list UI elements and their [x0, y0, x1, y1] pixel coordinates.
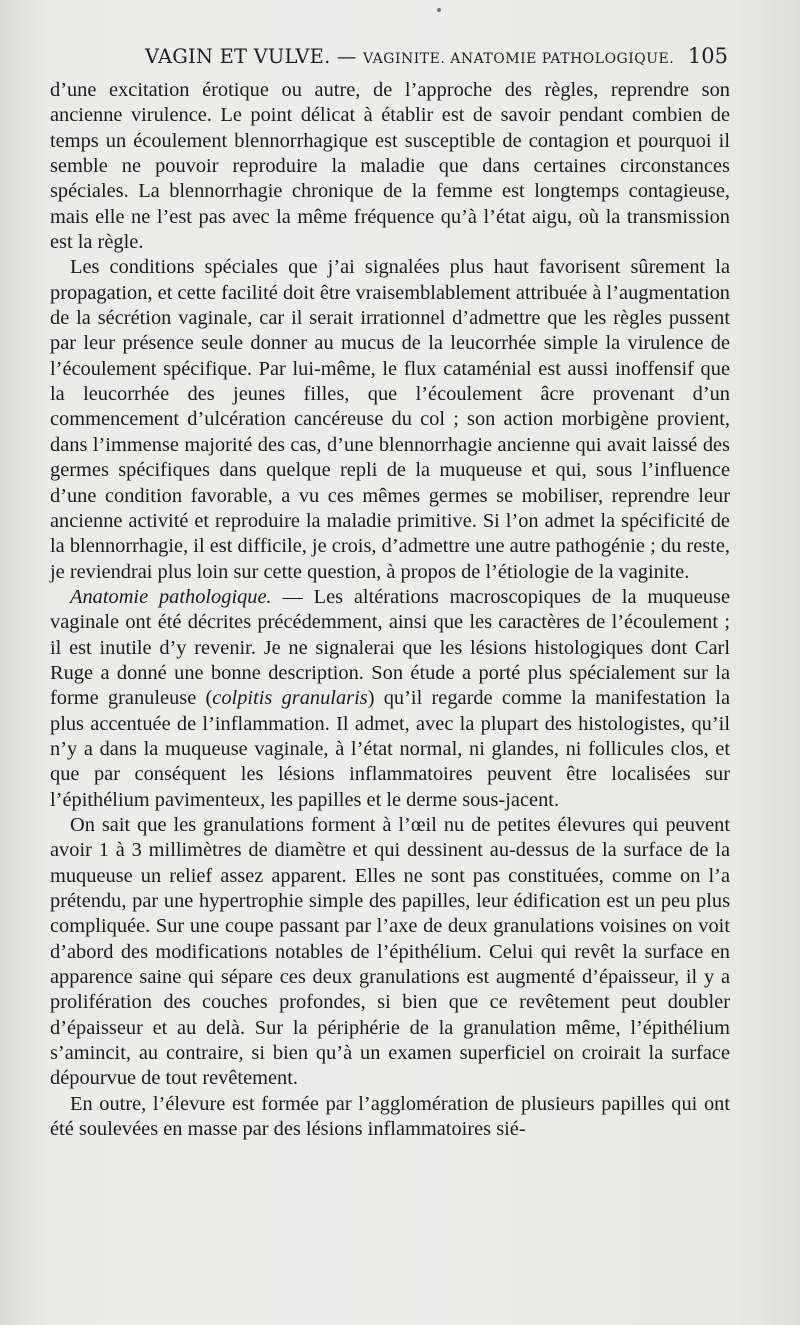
- running-head-subtitle: VAGINITE. ANATOMIE PATHOLOGIQUE.: [363, 51, 675, 67]
- latin-term: colpitis granularis: [212, 687, 368, 710]
- paragraph-pathological-anatomy: [50, 585, 730, 813]
- section-heading: Anatomie pathologique.: [70, 585, 272, 608]
- page-header: [50, 42, 730, 76]
- running-head: [145, 45, 674, 68]
- body-text: [50, 78, 730, 1142]
- running-head-main: VAGIN ET VULVE.: [145, 45, 331, 68]
- paragraph-special-conditions: Les conditions spéciales que j’ai signalées plus haut favorisent sûrement la propagation, et cette facilité doit être vraisemblablement attribuée à l’augmentation de la sécrétion vaginale, car il serait irrationnel d’admettre que les règles pussent par leur présence seule donner au mucus de la leucorrhée simple la virulence de l’écoulement spécifique. Par lui-même, le flux cataménial est aussi inoffensif que la leucorrhée des jeunes filles, que l’écoulement âcre provenant d’un commencement d’ulcération cancéreuse du col ; son action morbigène provient, dans l’immense majorité des cas, d’une blennorrhagie ancienne qui avait laissé des germes spécifiques dans quelque repli de la muqueuse et qui, sous l’influence d’une condition favorable, a vu ces mêmes germes se mobiliser, reprendre leur ancienne activité et reproduire la maladie primitive. Si l’on admet la spécificité de la blennorrhagie, il est difficile, je crois, d’admettre une autre pathogénie ; du reste, je reviendrai plus loin sur cette question, à propos de l’étiologie de la vaginite.: [50, 256, 730, 583]
- ink-speck: [437, 8, 441, 12]
- page-number: 105: [687, 44, 728, 68]
- paragraph-continued: d’une excitation érotique ou autre, de l’approche des règles, reprendre son ancienne virulence. Le point délicat à établir est de savoir pendant combien de temps un écoulement blennorrhagique est susceptible de contagion et pourquoi il semble ne pouvoir reproduire la maladie que dans certaines circonstances spéciales. La blennorrhagie chronique de la femme est longtemps contagieuse, mais elle ne l’est pas avec la même fréquence qu’à l’état aigu, où la transmission est la règle.: [50, 79, 730, 254]
- paragraph-granulations: On sait que les granulations forment à l’œil nu de petites élevures qui peuvent avoir 1 à 3 millimètres de diamètre et qui dessinent au-dessus de la surface de la muqueuse un relief assez apparent. Elles ne sont pas constituées, comme on l’a prétendu, par une hypertrophie simple des papilles, leur édification est un peu plus compliquée. Sur une coupe passant par l’axe de deux granulations voisines on voit d’abord des modifications notables de l’épithélium. Celui qui revêt la surface en apparence saine qui sépare ces deux granulations est augmenté d’épaisseur, il y a prolifération des couches profondes, si bien que ce revêtement peut doubler d’épaisseur et au delà. Sur la périphérie de la granulation même, l’épithélium s’amincit, au contraire, si bien qu’à un examen superficiel on croirait la surface dépourvue de tout revêtement.: [50, 813, 730, 1090]
- paragraph-text-a: — Les altérations macroscopiques de la muqueuse vaginale ont été décrites précédemment, ainsi que les caractères de l’écoulement ; il est inutile d’y revenir. Je ne signalerai que les lésions histologiques dont Carl Ruge a donné une bonne description. Son étude a porté plus spécialement sur la forme granuleuse (: [50, 585, 730, 710]
- paragraph-text-b: ) qu’il regarde comme la manifestation la plus accentuée de l’inflammation. Il admet, avec la plupart des histologistes, qu’il n’y a dans la muqueuse vaginale, à l’état normal, ni glandes, ni follicules clos, et que par conséquent les lésions inflammatoires peuvent être localisées sur l’épithélium pavimenteux, les papilles et le derme sous-jacent.: [50, 687, 731, 811]
- paragraph-elevation: En outre, l’élevure est formée par l’agglomération de plusieurs papilles qui ont été soulevées en masse par des lésions inflammatoires sié-: [50, 1092, 730, 1141]
- running-head-separator: —: [330, 45, 363, 68]
